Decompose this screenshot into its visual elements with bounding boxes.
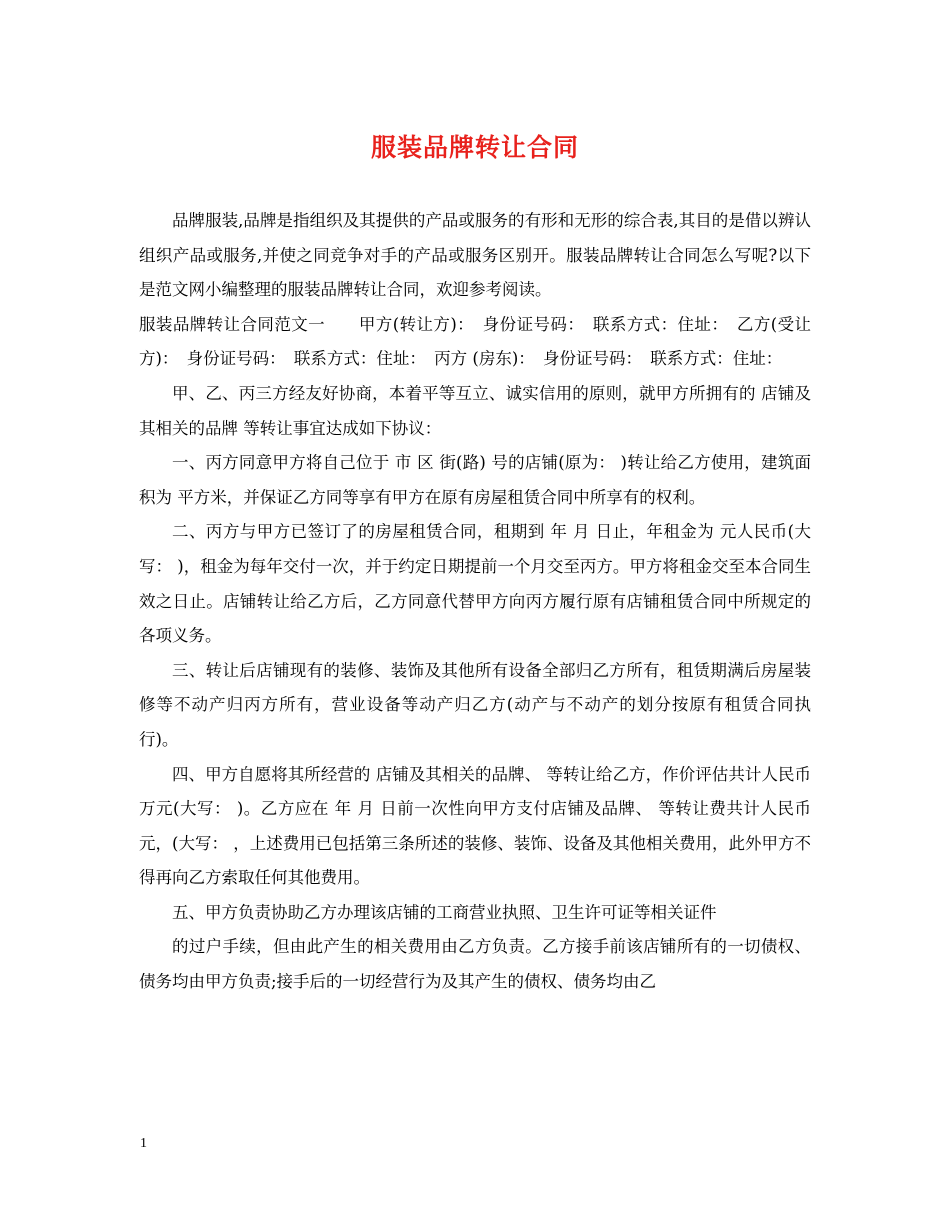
paragraph-clause-5: 五、甲方负责协助乙方办理该店铺的工商营业执照、卫生许可证等相关证件 xyxy=(172,902,717,922)
paragraph-intro: 品牌服装,品牌是指组织及其提供的产品或服务的有形和无形的综合表,其目的是借以辨认组织产品或服务,并使之同竞争对手的产品或服务区别开。服装品牌转让合同怎么写呢?以下是范文网小编整理的服装品牌转让合同，欢迎参考阅读。 xyxy=(139,211,811,300)
paragraph-clause-4: 四、甲方自愿将其所经营的 店铺及其相关的品牌、 等转让给乙方，作价评估共计人民币 万元(大写： )。乙方应在 年 月 日前一次性向甲方支付店铺及品牌、 等转让费共计人民币 元，(大写： ，上述费用已包括第三条所述的装修、装饰、设备及其他相关费用，此外甲方不得再向乙方索取任何其他费用。 xyxy=(139,764,811,888)
paragraph-clause-1: 一、丙方同意甲方将自己位于 市 区 街(路) 号的店铺(原为： )转让给乙方使用，建筑面积为 平方米，并保证乙方同等享有甲方在原有房屋租赁合同中所享有的权利。 xyxy=(139,453,811,507)
paragraph-clause-3: 三、转让后店铺现有的装修、装饰及其他所有设备全部归乙方所有，租赁期满后房屋装修等不动产归丙方所有，营业设备等动产归乙方(动产与不动产的划分按原有租赁合同执行)。 xyxy=(139,660,811,749)
paragraph-clause-2: 二、丙方与甲方已签订了的房屋租赁合同，租期到 年 月 日止，年租金为 元人民币(大写： )，租金为每年交付一次，并于约定日期提前一个月交至丙方。甲方将租金交至本合同生效之日止。店铺转让给乙方后，乙方同意代替甲方向丙方履行原有店铺租赁合同中所规定的各项义务。 xyxy=(139,522,811,646)
paragraph-parties: 服装品牌转让合同范文一 甲方(转让方)： 身份证号码： 联系方式：住址： 乙方(受让方)： 身份证号码： 联系方式：住址： 丙方 (房东)： 身份证号码： 联系方式：住址： xyxy=(139,314,811,369)
document-body xyxy=(139,204,811,1000)
paragraph-preamble: 甲、乙、丙三方经友好协商，本着平等互立、诚实信用的原则，就甲方所拥有的 店铺及其相关的品牌 等转让事宜达成如下协议： xyxy=(139,383,811,438)
paragraph-clause-5-continued: 的过户手续，但由此产生的相关费用由乙方负责。乙方接手前该店铺所有的一切债权、债务均由甲方负责;接手后的一切经营行为及其产生的债权、债务均由乙 xyxy=(139,937,811,992)
page-number: 1 xyxy=(140,1136,147,1151)
document-title: 服装品牌转让合同 xyxy=(370,133,579,162)
